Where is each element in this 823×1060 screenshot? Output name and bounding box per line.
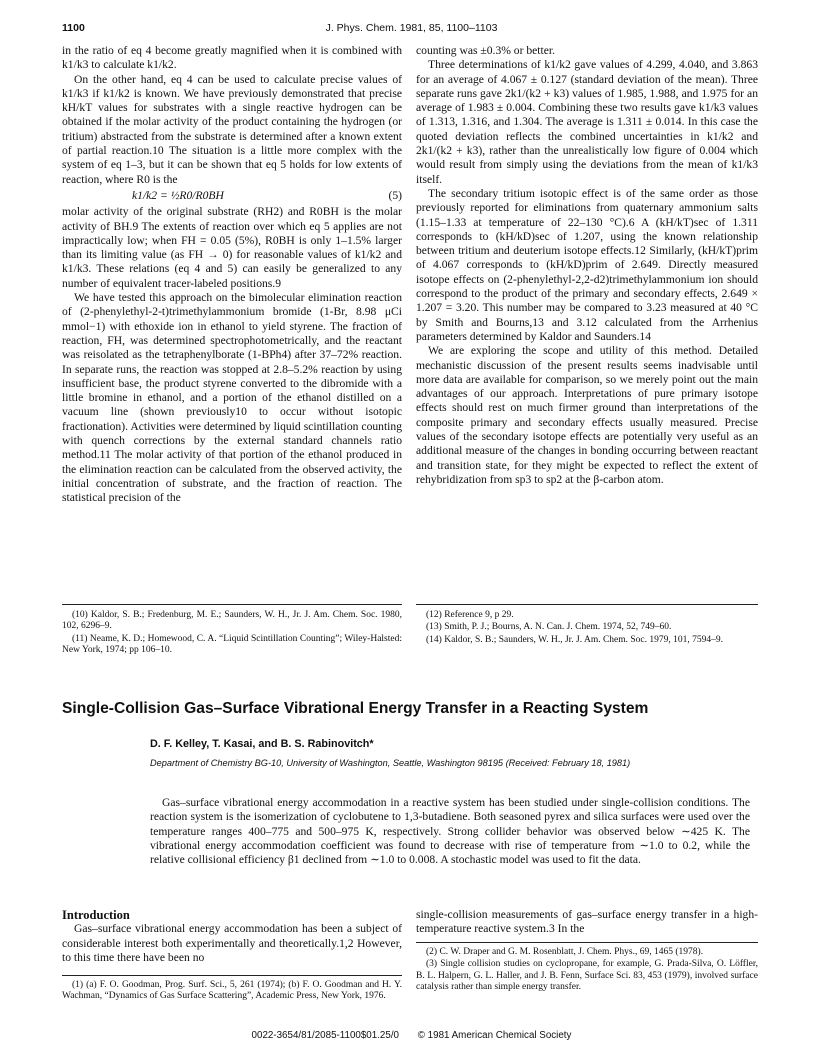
publication-code: 0022-3654/81/2085-1100$01.25/0 <box>251 1030 399 1041</box>
intro-footnotes-right <box>416 947 758 995</box>
intro-footnote-rule-right <box>416 942 758 943</box>
footnote-1: (1) (a) F. O. Goodman, Prog. Surf. Sci., 5, 261 (1974); (b) F. O. Goodman and H. Y. Wachman, “Dynamics of Gas Surface Scattering”, Academic Press, New York, 1976. <box>62 980 402 1002</box>
equation-5 <box>62 187 402 205</box>
left-paragraph-1: in the ratio of eq 4 become greatly magnified when it is combined with k1/k3 to calculate k1/k2. <box>62 44 402 72</box>
footnote-14: (14) Kaldor, S. B.; Saunders, W. H., Jr. J. Am. Chem. Soc. 1979, 101, 7594–9. <box>426 634 724 645</box>
journal-citation: J. Phys. Chem. 1981, 85, 1100–1103 <box>325 22 498 34</box>
right-paragraph-4: We are exploring the scope and utility of this method. Detailed mechanistic discussion of the present results seems inadvisable until more data are available for comparison, so we merely point out the main advantages of our approach. Interpretations of pure primary isotope effects should rest on much firmer ground than interpretations of the composite primary and secondary effects usually measured. Precise values of the secondary isotope effects are potentially very useful as an additional measure of the changes in bonding occurring between reactant and transition state, for they might be expected to reflect the extent of rehybridization from sp3 to sp2 at the β-carbon atom. <box>416 344 758 486</box>
page-footer <box>0 1030 823 1041</box>
intro-footnote-rule-left <box>62 975 402 976</box>
page-number: 1100 <box>62 22 85 34</box>
left-paragraph-2: On the other hand, eq 4 can be used to calculate precise values of k1/k3 if k1/k2 is known. We have previously demonstrated that precise kH/kT values for substrates with a single reactive hydrogen can be obtained if the molar activity of the product containing the hydrogen (or tritium) abstracted from the substrate is determined after a known extent of partial reaction.10 The situation is a little more complex with the system of eq 1–3, but it can be shown that eq 5 holds for low extents of reaction, where R0 is the <box>62 72 402 186</box>
article-authors: D. F. Kelley, T. Kasai, and B. S. Rabinovitch* <box>150 738 374 750</box>
intro-footnotes-left <box>62 980 402 1004</box>
left-paragraph-4: We have tested this approach on the bimolecular elimination reaction of (2-phenylethyl-2-t)trimethylammonium bromide (1-Br, 8.98 μCi mmol−1) with ethoxide ion in ethanol to yield styrene. The fraction of reaction, FH, was determined spectrophotometrically, and the reactant was reisolated as the tetraphenylborate (1-BPh4) after 37–72% reaction. In separate runs, the reaction was stopped at 2.8–5.2% reaction by using insufficient base, the product styrene converted to the dibromide with a little bromine in ethanol, and a portion of the ethanol distilled on a vacuum line (shown previously10 to occur without isotopic fractionation). Activities were determined by liquid scintillation counting with quench corrections by the external standard channels ratio method.11 The molar activity of that portion of the ethanol produced in the elimination reaction can be calculated from the observed activity, the initial concentration of substrate, and the fraction of reaction. The statistical precision of the <box>62 291 402 505</box>
footnote-rule-left <box>62 604 402 605</box>
copyright-notice: © 1981 American Chemical Society <box>417 1030 572 1041</box>
footnotes-left <box>62 610 402 658</box>
running-header <box>62 22 761 38</box>
right-paragraph-3: The secondary tritium isotopic effect is of the same order as those previously reported for eliminations from quaternary ammonium salts (1.15–1.33 at temperature of 22–130 °C).6 A (kH/kT)sec of 1.311 corresponds to (kH/kD)sec of 1.207, using the known relationship between tritium and deuterium isotope effects.12 Similarly, (kH/kT)prim of 4.067 corresponds to (kH/kD)prim of 2.649. Directly measured isotope effects on (2-phenylethyl-2,2-d2)trimethylammonium ion should correspond to the product of the primary and secondary effects, 2.649 × 1.207 = 3.20. This number may be compared to 3.23 measured at 40 °C by Smith and Bourns,13 and 3.12 calculated from the Arrhenius parameters determined by Kaldor and Saunders.14 <box>416 186 758 343</box>
footnote-11: (11) Neame, K. D.; Homewood, C. A. “Liquid Scintillation Counting”; Wiley-Halsted: New York, 1974; pp 106–10. <box>62 633 402 656</box>
footnote-2: (2) C. W. Draper and G. M. Rosenblatt, J. Chem. Phys., 69, 1465 (1978). <box>426 947 704 957</box>
intro-heading: Introduction <box>62 908 130 922</box>
footnote-rule-right <box>416 604 758 605</box>
article-abstract: Gas–surface vibrational energy accommodation in a reactive system has been studied under single-collision conditions. The reaction system is the isomerization of cyclobutene to 1,3-butadiene. Both seasoned pyrex and silica surfaces were used over the temperature ranges 400–775 and 500–975 K, respectively. Strong collider behavior was observed below ∼425 K. The vibrational energy accommodation coefficient was found to decrease with rise of temperature from ∼1.0 to 0.2, while the relative collisional efficiency β1 declined from ∼1.0 to 0.008. A stochastic model was used to fit the data. <box>150 796 750 867</box>
footnotes-right <box>416 610 758 647</box>
footnote-10: (10) Kaldor, S. B.; Fredenburg, M. E.; Saunders, W. H., Jr. J. Am. Chem. Soc. 1980, 102, 6296–9. <box>62 610 402 632</box>
equation-number: (5) <box>388 188 402 202</box>
article-affiliation: Department of Chemistry BG-10, University of Washington, Seattle, Washington 98195 (Received: February 18, 1981) <box>150 758 631 768</box>
intro-right-column <box>416 908 758 937</box>
right-column <box>416 44 758 487</box>
intro-right-text: single-collision measurements of gas–surface energy transfer in a high-temperature reactive system.3 In the <box>416 908 758 936</box>
intro-left-column <box>62 908 402 965</box>
left-paragraph-3: molar activity of the original substrate (RH2) and R0BH is the molar activity of BH.9 The extents of reaction over which eq 5 applies are not impractically low; when FH = 0.05 (5%), R0BH is only 1–1.5% larger than its limiting value (as FH → 0) for reasonable values of k1/k2 and k1/k3. These relations (eq 4 and 5) can easily be generalized to any number of equivalent tracer-labeled positions.9 <box>62 205 402 290</box>
footnote-3: (3) Single collision studies on cyclopropane, for example, G. Prada-Silva, O. Löffler, B. L. Halpern, G. L. Haller, and J. B. Fenn, Surface Sci. 83, 453 (1979), involved surface catalysis rather than simple energy transfer. <box>416 959 758 993</box>
right-paragraph-1: counting was ±0.3% or better. <box>416 44 556 57</box>
intro-left-text: Gas–surface vibrational energy accommodation has been a subject of considerable interest both experimentally and theoretically.1,2 However, to this time there have been no <box>62 922 402 964</box>
footnote-13: (13) Smith, P. J.; Bourns, A. N. Can. J. Chem. 1974, 52, 749–60. <box>426 622 672 633</box>
right-paragraph-2: Three determinations of k1/k2 gave values of 4.299, 4.040, and 3.863 for an average of 4.067 ± 0.127 (standard deviation of the mean). Three separate runs gave 2k1/(k2 + k3) values of 1.985, 1.988, and 1.975 for an average of 1.983 ± 0.004. Combining these two results gave k1/k3 values of 1.313, 1.316, and 1.304. The average is 1.311 ± 0.014. In this case the quoted deviation reflects the combined uncertainties in k1/k2 and 2k1/(k2 + k3), rather than the unrealistically low figure of 0.004 which would result from simply using the deviations from the mean of k1/k3 itself. <box>416 58 758 186</box>
equation-text: k1/k2 = ½R0/R0BH <box>132 188 224 202</box>
left-column <box>62 44 402 506</box>
article-title: Single-Collision Gas–Surface Vibrational Energy Transfer in a Reacting System <box>62 700 649 717</box>
footnote-12: (12) Reference 9, p 29. <box>426 610 514 620</box>
